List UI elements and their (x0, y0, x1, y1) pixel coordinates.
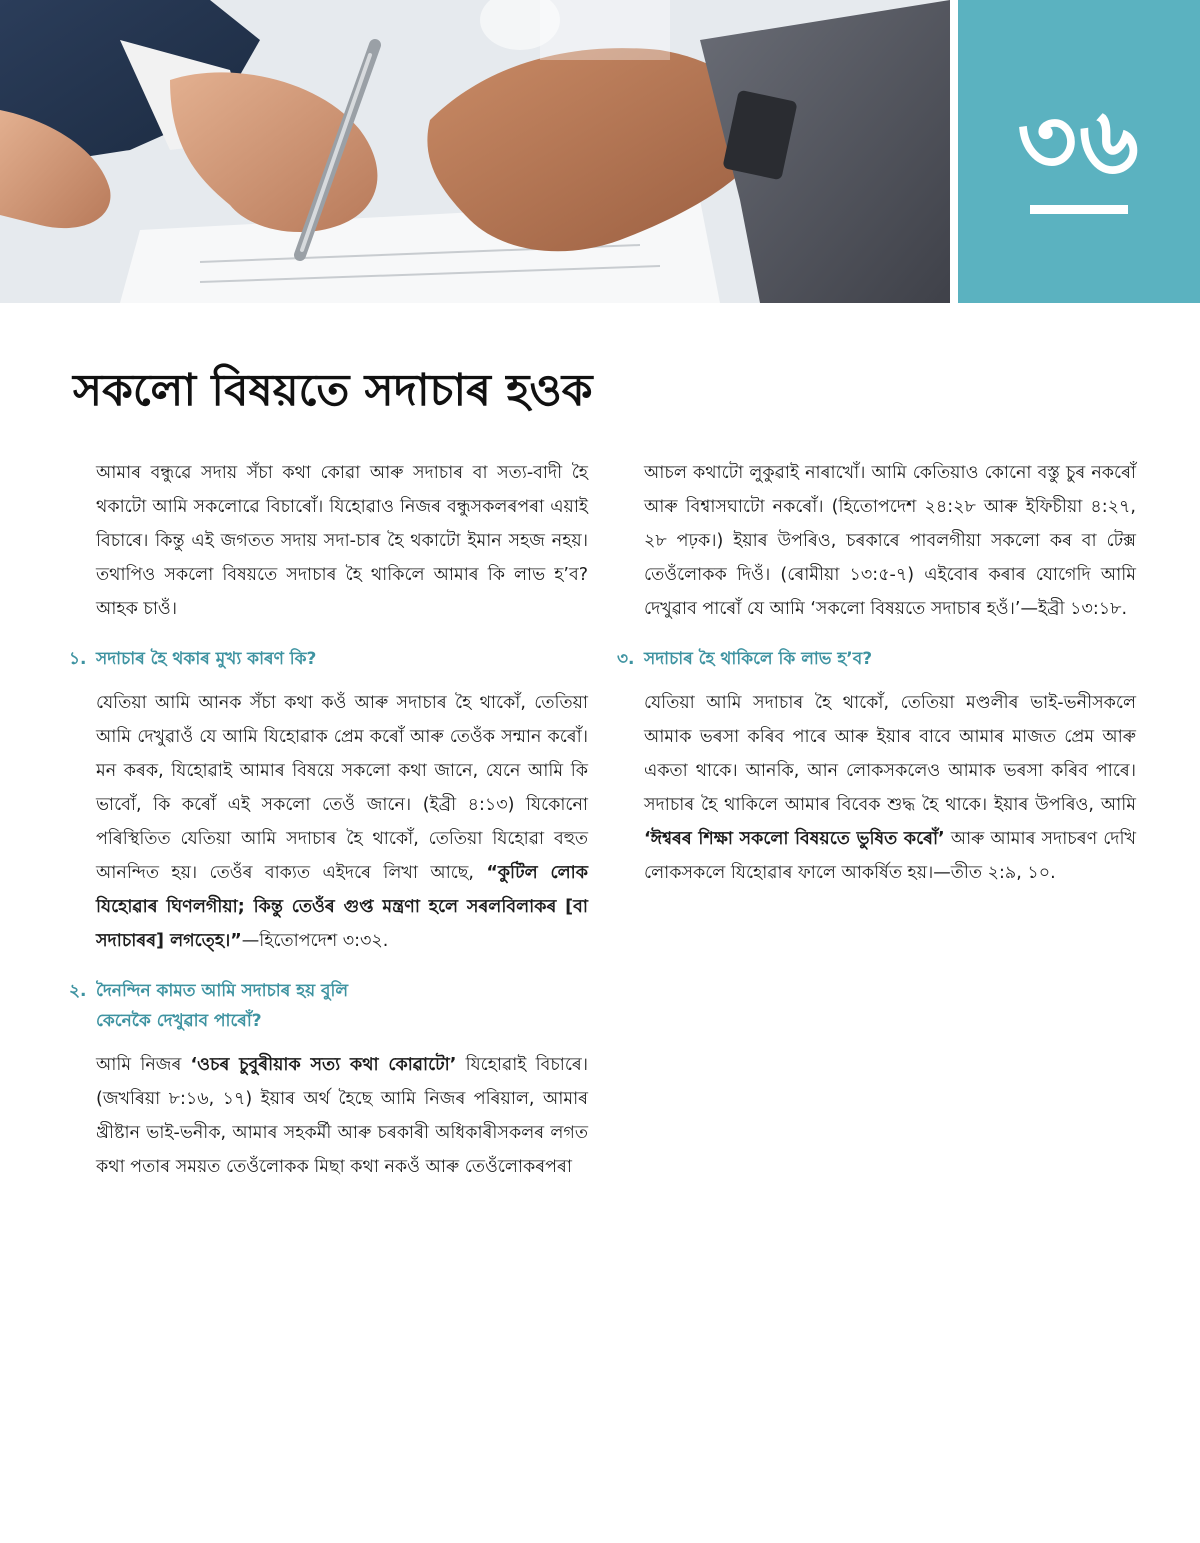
scripture-reference: —হিতোপদেশ ৩:৩২. (241, 931, 389, 951)
handshake-contract-photo-icon (0, 0, 950, 303)
question-text: সদাচাৰ হৈ থকাৰ মুখ্য কাৰণ কি? (96, 649, 317, 669)
scripture-quote: “কুটিল লোক যিহোৱাৰ ঘিণলগীয়া; কিন্তু তেওঁৰ গুপ্ত মন্ত্ৰণা হলে সৰলবিলাকৰ [বা সদাচাৰৰ] লগত্হে।” (96, 863, 588, 951)
question-number: ১. (69, 649, 87, 669)
answer-text: আৰু আমাৰ সদাচৰণ দেখি লোকসকলে যিহোৱাৰ ফালে আকৰ্ষিত হয়।—তীত ২:৯, ১০. (644, 829, 1136, 883)
question-number: ৩. (617, 649, 635, 669)
badge-underline (1030, 205, 1128, 214)
left-column (69, 456, 589, 1202)
answer-text: যিহোৱাই বিচাৰে। (জখৰিয়া ৮:১৬, ১৭) ইয়াৰ অৰ্থ হৈছে আমি নিজৰ পৰিয়াল, আমাৰ খ্ৰীষ্টান ভাই-ভনীক, আমাৰ সহকৰ্মী আৰু চৰকাৰী অধিকাৰীসকলৰ লগত কথা পতাৰ সময়ত তেওঁলোকক মিছা কথা নকওঁ আৰু তেওঁলোকৰপৰা (96, 1055, 589, 1177)
page-title: সকলো বিষয়তে সদাচাৰ হওক (73, 365, 593, 416)
right-column (617, 456, 1136, 908)
intro-paragraph: আমাৰ বন্ধুৱে সদায় সঁচা কথা কোৱা আৰু সদাচাৰ বা সত্য-বাদী হৈ থকাটো আমি সকলোৱে বিচাৰোঁ। যিহোৱাও নিজৰ বন্ধুসকলৰপৰা এয়াই বিচাৰে। কিন্তু এই জগতত সদায় সদা-চাৰ হৈ থকাটো ইমান সহজ নহয়। তথাপিও সকলো বিষয়তে সদাচাৰ হৈ থাকিলে আমাৰ কি লাভ হ’ব? আহক চাওঁ। (96, 463, 588, 619)
answer-paragraph-2 (96, 1048, 588, 1184)
hero-photo (0, 0, 950, 303)
answer-paragraph-3 (644, 686, 1136, 890)
lesson-number-badge (958, 0, 1200, 303)
answer-paragraph-1 (96, 686, 588, 958)
question-text-line2: কেনেকৈ দেখুৱাব পাৰোঁ? (96, 1011, 262, 1031)
question-text: সদাচাৰ হৈ থাকিলে কি লাভ হ’ব? (644, 649, 873, 669)
scripture-quote: ‘ওচৰ চুবুৰীয়াক সত্য কথা কোৱাটো’ (190, 1055, 457, 1075)
scripture-quote: ‘ঈশ্বৰৰ শিক্ষা সকলো বিষয়তে ভুষিত কৰোঁ’ (644, 829, 945, 849)
answer-paragraph-2-continued: আচল কথাটো লুকুৱাই নাৰাখোঁ। আমি কেতিয়াও কোনো বস্তু চুৰ নকৰোঁ আৰু বিশ্বাসঘাটো নকৰোঁ। (হিতোপদেশ ২৪:২৮ আৰু ইফিচীয়া ৪:২৭, ২৮ পঢ়ক।) ইয়াৰ উপৰিও, চৰকাৰে পাবলগীয়া সকলো কৰ বা টেক্স তেওঁলোকক দিওঁ। (ৰোমীয়া ১৩:৫-৭) এইবোৰ কৰাৰ যোগেদি আমি দেখুৱাব পাৰোঁ যে আমি ‘সকলো বিষয়তে সদাচাৰ হওঁ।’—ইব্ৰী ১৩:১৮. (644, 463, 1136, 619)
answer-text: আমি নিজৰ (96, 1055, 191, 1075)
question-text: দৈনন্দিন কামত আমি সদাচাৰ হয় বুলি (96, 981, 349, 1001)
answer-text: যেতিয়া আমি আনক সঁচা কথা কওঁ আৰু সদাচাৰ হৈ থাকোঁ, তেতিয়া আমি দেখুৱাওঁ যে আমি যিহোৱাক প্ৰেম কৰোঁ আৰু তেওঁক সন্মান কৰোঁ। মন কৰক, যিহোৱাই আমাৰ বিষয়ে সকলো কথা জানে, যেনে আমি কি ভাবোঁ, কি কৰোঁ এই সকলো তেওঁ জানে। (ইব্ৰী ৪:১৩) যিকোনো পৰিস্থিতিত যেতিয়া আমি সদাচাৰ হৈ থাকোঁ, তেতিয়া যিহোৱা বহুত আনন্দিত হয়। তেওঁৰ বাক্যত এইদৰে লিখা আছে, (96, 693, 588, 883)
question-number: ২. (69, 981, 87, 1001)
question-heading-3 (617, 644, 1136, 674)
lesson-number: ৩৬ (1017, 88, 1141, 195)
question-heading-1 (69, 644, 588, 674)
question-heading-2 (69, 976, 588, 1036)
answer-text: যেতিয়া আমি সদাচাৰ হৈ থাকোঁ, তেতিয়া মণ্ডলীৰ ভাই-ভনীসকলে আমাক ভৰসা কৰিব পাৰে আৰু ইয়াৰ বাবে আমাৰ মাজত প্ৰেম আৰু একতা থাকে। আনকি, আন লোকসকলেও আমাক ভৰসা কৰিব পাৰে। সদাচাৰ হৈ থাকিলে আমাৰ বিবেক শুদ্ধ হৈ থাকে। ইয়াৰ উপৰিও, আমি (644, 693, 1136, 815)
